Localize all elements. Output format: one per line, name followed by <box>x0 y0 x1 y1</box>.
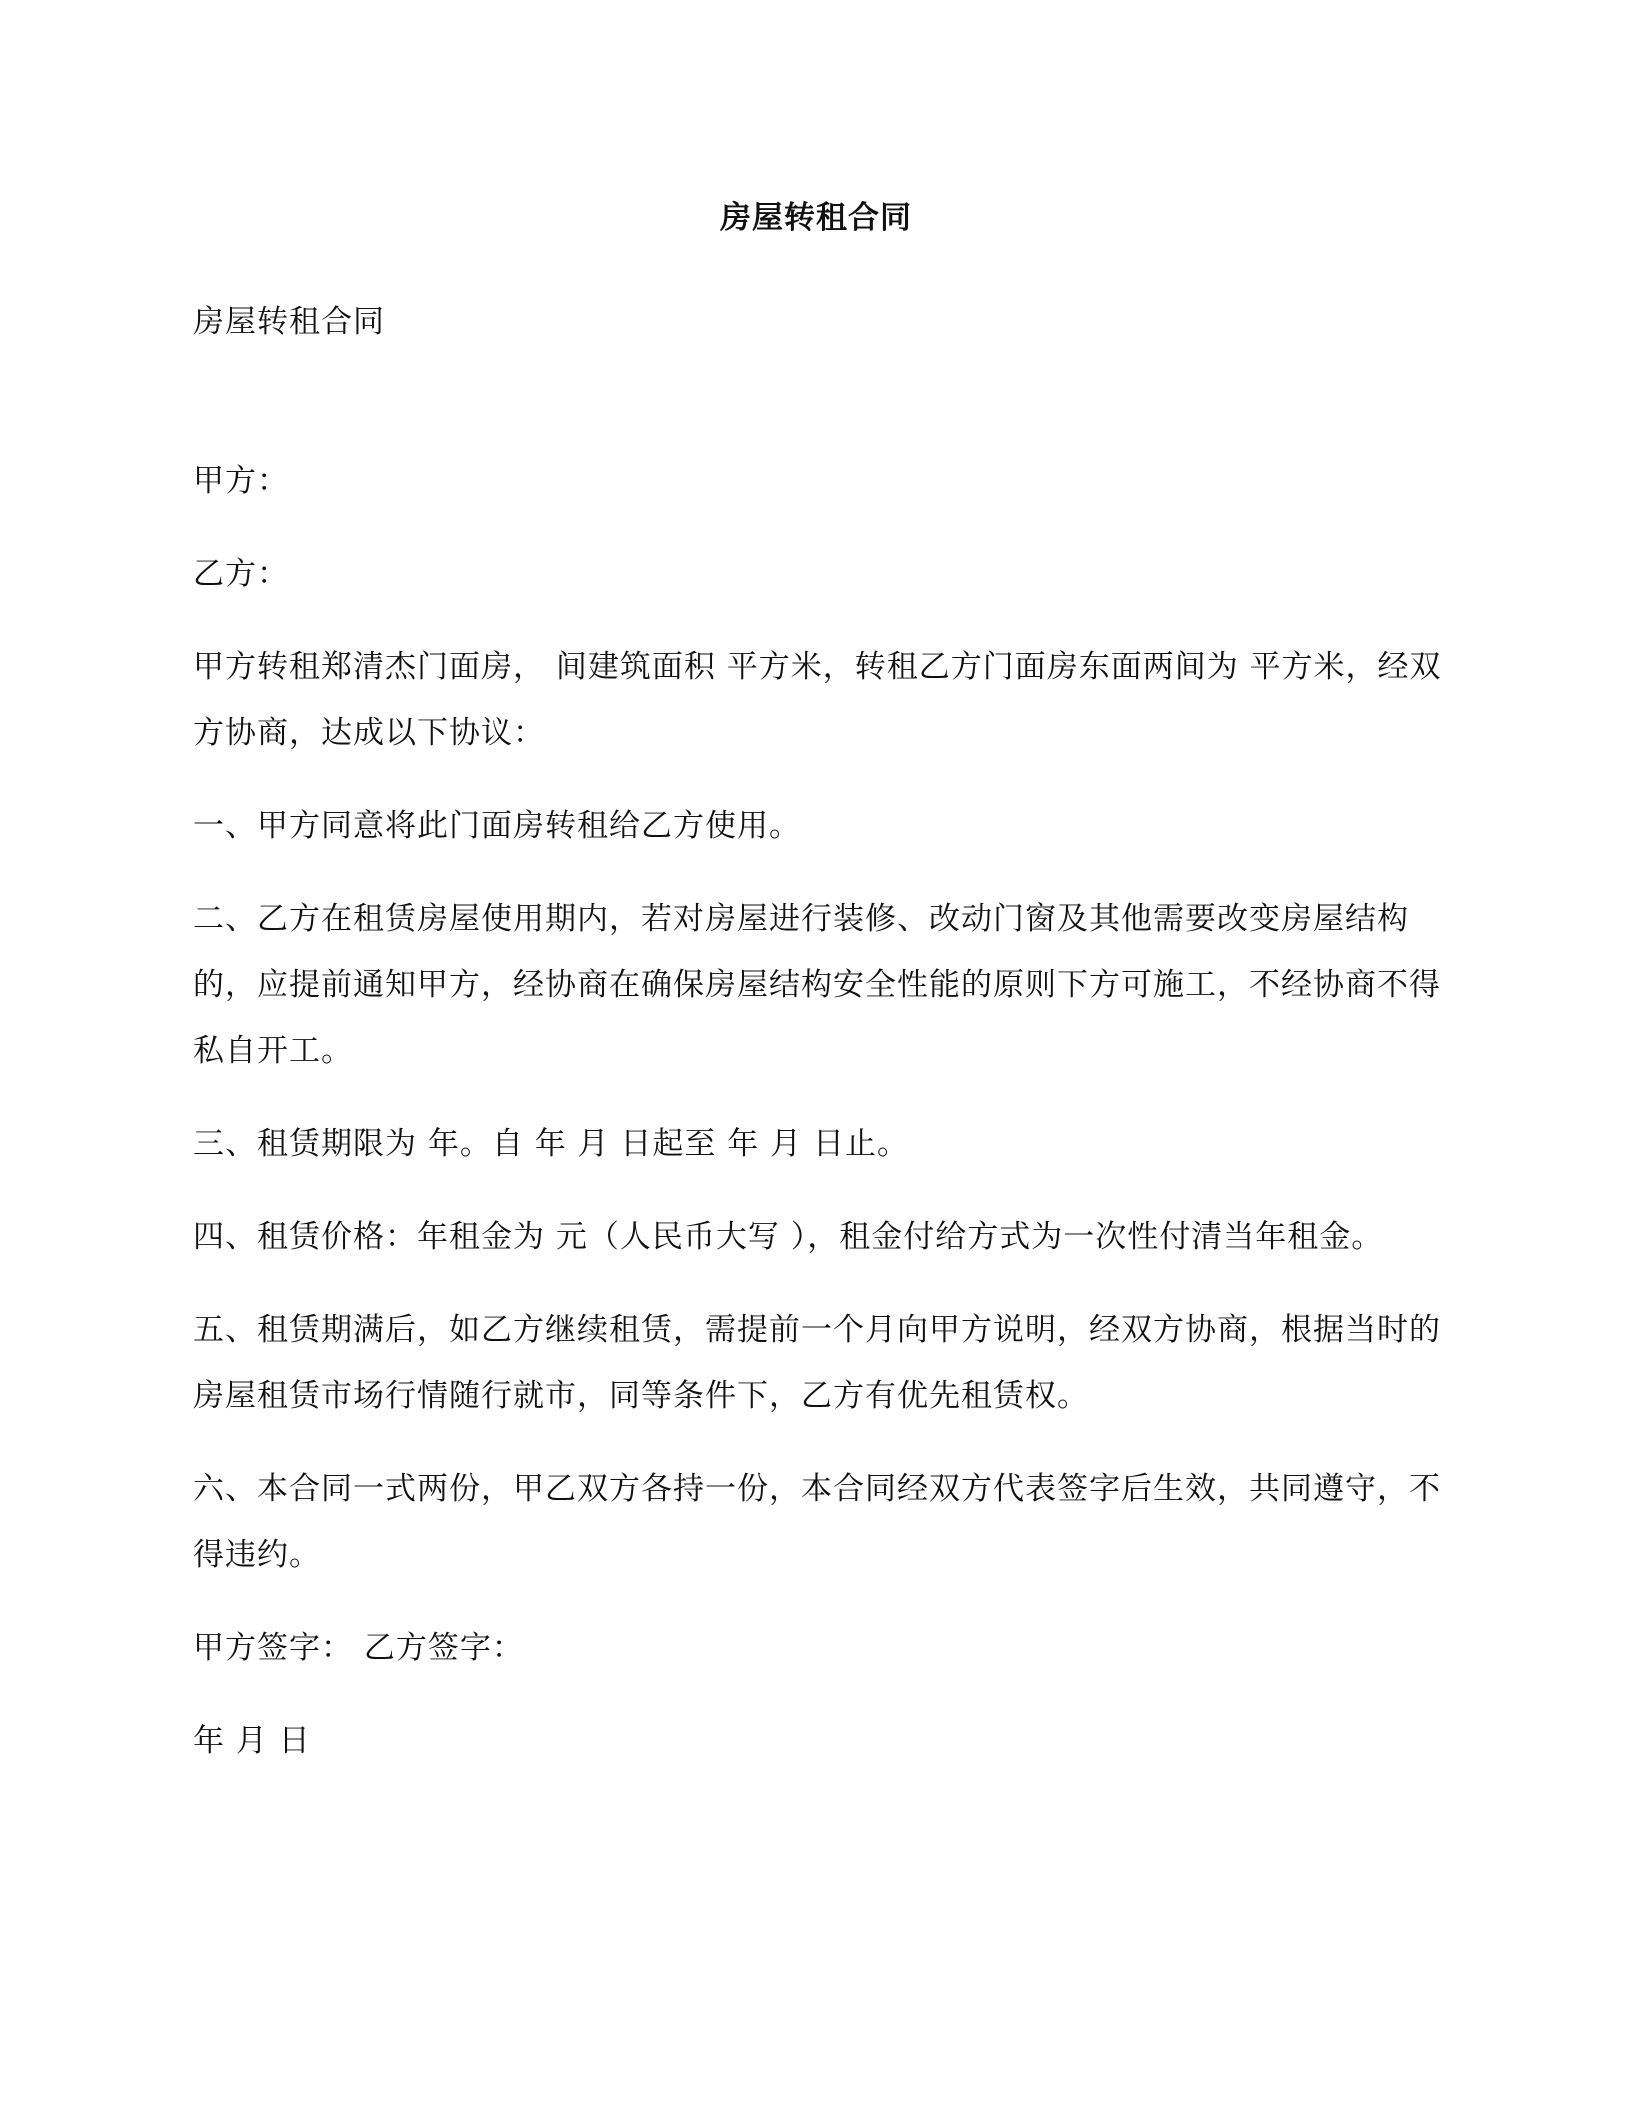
clause-3: 三、租赁期限为 年。自 年 月 日起至 年 月 日止。 <box>193 1126 909 1162</box>
clause-1: 一、甲方同意将此门面房转租给乙方使用。 <box>193 808 801 844</box>
document-subtitle: 房屋转租合同 <box>193 304 385 340</box>
clause-4: 四、租赁价格：年租金为 元（人民币大写 ），租金付给方式为一次性付清当年租金。 <box>193 1219 1384 1255</box>
signature-line: 甲方签字： 乙方签字： <box>193 1630 524 1666</box>
party-a-line: 甲方： <box>193 463 289 499</box>
document-title: 房屋转租合同 <box>720 200 912 236</box>
clause-2: 二、乙方在租赁房屋使用期内，若对房屋进行装修、改动门窗及其他需要改变房屋结构的，应提前通知甲方，经协商在确保房屋结构安全性能的原则下方可施工，不经协商不得私自开工。 <box>193 901 1441 1069</box>
clause-6: 六、本合同一式两份，甲乙双方各持一份，本合同经双方代表签字后生效，共同遵守，不得违约。 <box>193 1471 1441 1573</box>
document-body <box>193 289 1453 1801</box>
clause-5: 五、租赁期满后，如乙方继续租赁，需提前一个月向甲方说明，经双方协商，根据当时的房屋租赁市场行情随行就市，同等条件下，乙方有优先租赁权。 <box>193 1312 1441 1414</box>
party-b-line: 乙方： <box>193 556 289 592</box>
date-line: 年 月 日 <box>193 1723 311 1759</box>
intro-paragraph: 甲方转租郑清杰门面房， 间建筑面积 平方米，转租乙方门面房东面两间为 平方米，经双方协商，达成以下协议： <box>193 649 1442 751</box>
